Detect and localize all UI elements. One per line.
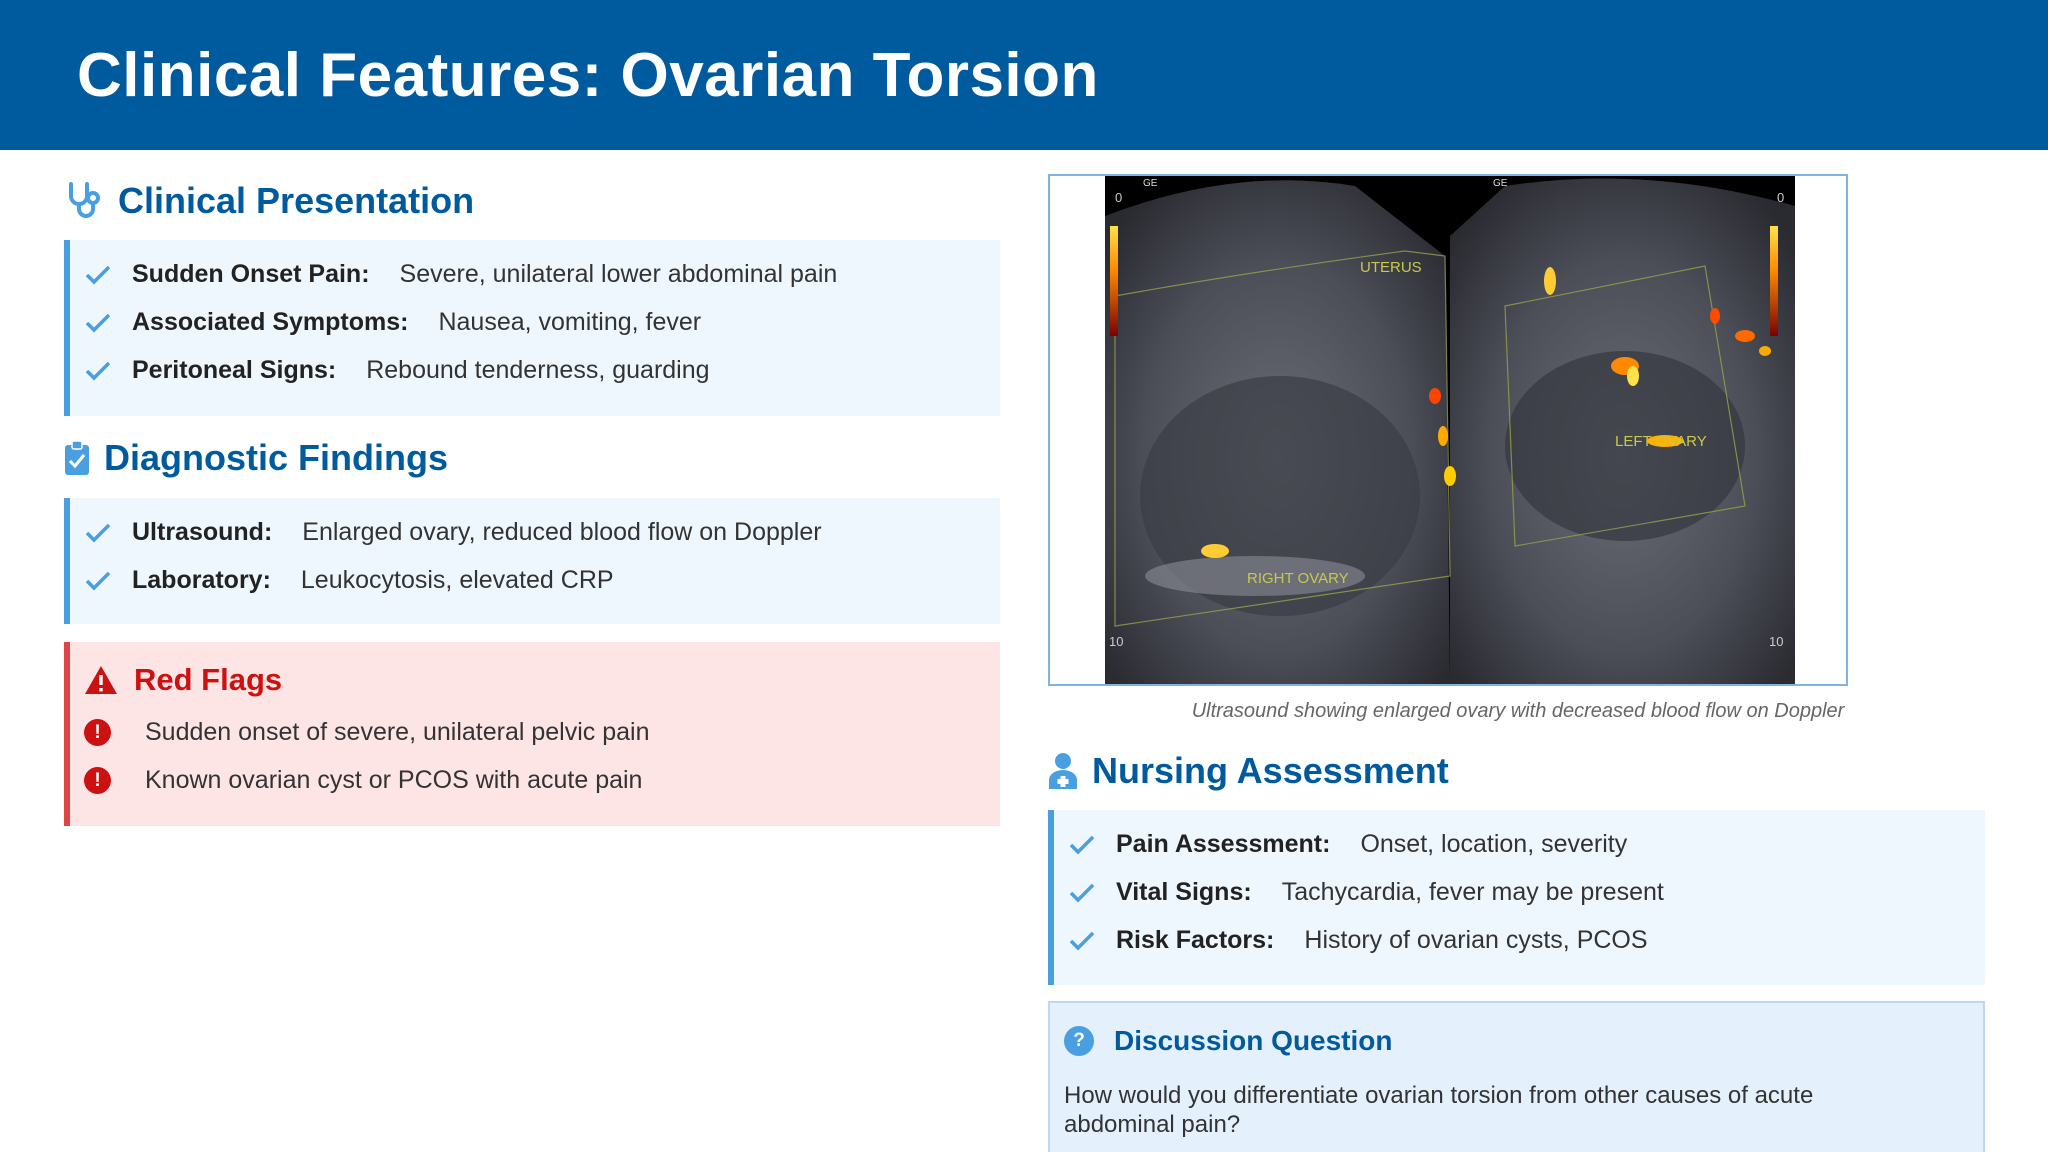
discussion-question-box (1048, 1001, 1985, 1152)
brand-label-right: GE (1493, 178, 1508, 189)
list-item: Ultrasound: Enlarged ovary, reduced blood flow on Doppler (84, 518, 822, 547)
clinical-presentation-heading (64, 180, 474, 222)
check-icon (1068, 930, 1096, 952)
nursing-assessment-title: Nursing Assessment (1092, 750, 1449, 791)
ultrasound-image (1105, 176, 1795, 684)
check-icon (84, 264, 112, 286)
check-icon (1068, 882, 1096, 904)
list-item: Risk Factors: History of ovarian cysts, PCOS (1068, 926, 1648, 955)
exclamation-circle-icon: ! (84, 719, 111, 746)
image-caption: Ultrasound showing enlarged ovary with decreased blood flow on Doppler (1191, 700, 1845, 722)
depth-label-bottom-left: 10 (1109, 634, 1124, 649)
red-flags-panel (64, 642, 1000, 826)
diagnostic-findings-heading (64, 437, 448, 479)
depth-label-top-left: 0 (1115, 190, 1123, 205)
depth-label-top-right: 0 (1777, 190, 1785, 205)
nurse-icon (1048, 752, 1078, 790)
ultrasound-drawing (1105, 176, 1795, 684)
red-flags-title: Red Flags (134, 662, 283, 697)
brand-label-left: GE (1143, 178, 1158, 189)
discussion-question-heading (1064, 1025, 1393, 1057)
list-item: ! Sudden onset of severe, unilateral pelvic pain (84, 718, 650, 747)
list-item: ! Known ovarian cyst or PCOS with acute pain (84, 766, 642, 795)
check-icon (1068, 834, 1096, 856)
list-item: Sudden Onset Pain: Severe, unilateral lower abdominal pain (84, 260, 837, 289)
exclamation-circle-icon: ! (84, 767, 111, 794)
left-ovary-label: LEFT OVARY (1615, 433, 1707, 450)
list-item: Laboratory: Leukocytosis, elevated CRP (84, 566, 614, 595)
diagnostic-findings-title: Diagnostic Findings (104, 437, 449, 478)
list-item: Associated Symptoms: Nausea, vomiting, fever (84, 308, 701, 337)
uterus-label: UTERUS (1360, 259, 1422, 276)
question-circle-icon: ? (1064, 1026, 1094, 1056)
red-flags-heading (84, 662, 282, 698)
discussion-question-title: Discussion Question (1114, 1025, 1393, 1056)
nursing-assessment-heading (1048, 750, 1449, 792)
diagnostic-findings-panel (64, 498, 1000, 624)
clinical-presentation-title: Clinical Presentation (118, 180, 475, 221)
header-bar (0, 0, 2048, 150)
page-title: Clinical Features: Ovarian Torsion (77, 41, 1099, 110)
check-icon (84, 360, 112, 382)
depth-label-bottom-right: 10 (1769, 634, 1784, 649)
check-icon (84, 522, 112, 544)
list-item: Peritoneal Signs: Rebound tenderness, guarding (84, 356, 710, 385)
clipboard-check-icon (64, 440, 90, 476)
list-item: Vital Signs: Tachycardia, fever may be present (1068, 878, 1664, 907)
list-item: Pain Assessment: Onset, location, severity (1068, 830, 1627, 859)
nursing-assessment-panel (1048, 810, 1985, 985)
ultrasound-image-frame (1048, 174, 1848, 686)
check-icon (84, 312, 112, 334)
stethoscope-icon (64, 181, 104, 221)
discussion-question-text: How would you differentiate ovarian torsion from other causes of acute abdominal pain? (1064, 1082, 1814, 1138)
warning-triangle-icon (84, 665, 118, 695)
check-icon (84, 570, 112, 592)
clinical-presentation-panel (64, 240, 1000, 416)
right-ovary-label: RIGHT OVARY (1247, 570, 1349, 587)
